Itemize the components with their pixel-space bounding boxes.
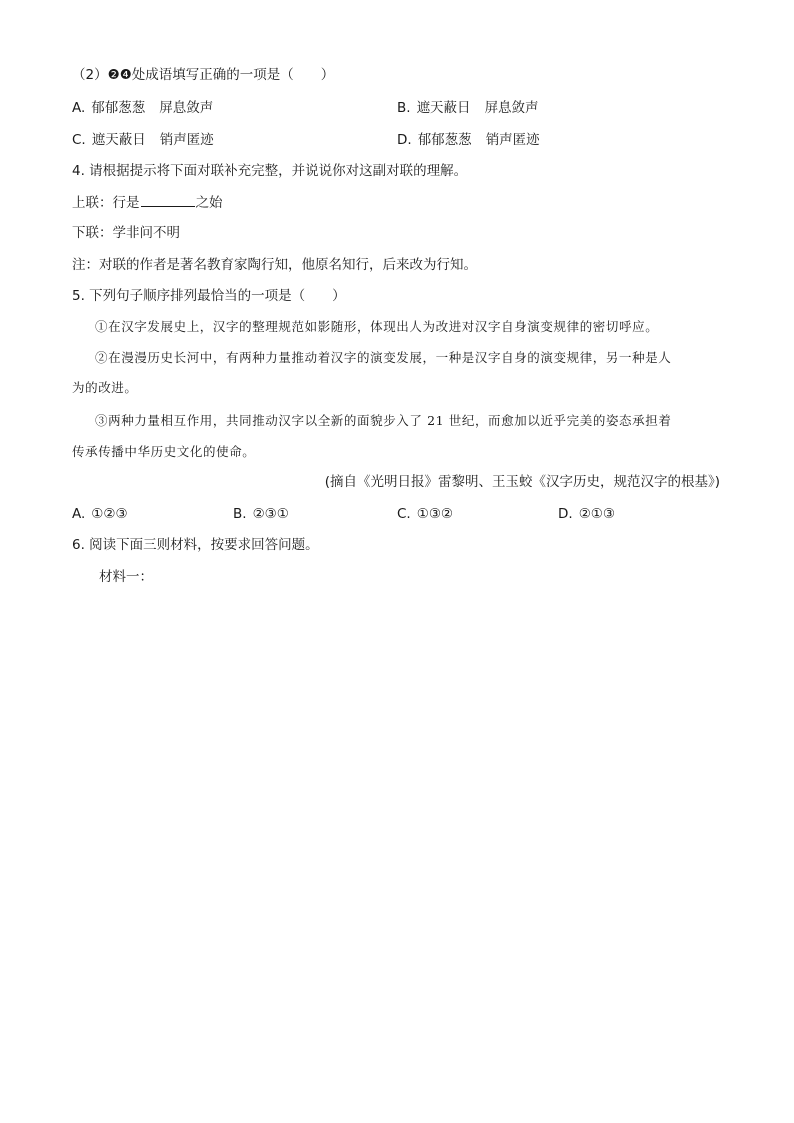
q5-stem: 5. 下列句子顺序排列最恰当的一项是（ ）: [72, 288, 346, 304]
option-text: 销声匿迹: [159, 132, 214, 148]
q5-option-b[interactable]: [233, 505, 289, 523]
option-text: 屏息敛声: [484, 100, 539, 116]
q5-sentence-3-line-2: 传承传播中华历史文化的使命。: [72, 444, 256, 459]
option-key: B.: [397, 100, 411, 116]
option-key: A.: [72, 506, 86, 522]
q3-2-stem: （2）❷❹处成语填写正确的一项是（ ）: [72, 67, 335, 83]
upper-couplet-prefix: 上联：行是: [72, 195, 140, 211]
option-text: ①②③: [91, 506, 128, 522]
option-key: D.: [397, 132, 412, 148]
option-text: ②③①: [252, 506, 289, 522]
q5-option-d[interactable]: [558, 505, 615, 523]
q5-sentence-2-line-2: 为的改进。: [72, 380, 138, 395]
q4-stem: 4. 请根据提示将下面对联补充完整，并说说你对这副对联的理解。: [72, 163, 468, 179]
option-text: ②①③: [578, 506, 615, 522]
option-key: A.: [72, 100, 86, 116]
q5-option-a[interactable]: [72, 505, 128, 523]
q5-sentence-2-line-1: ②在漫漫历史长河中，有两种力量推动着汉字的演变发展，一种是汉字自身的演变规律，另一种是人: [95, 350, 672, 365]
q5-option-c[interactable]: [397, 505, 453, 523]
q6-material-1-label: 材料一：: [99, 569, 153, 585]
option-text: 郁郁葱葱: [417, 132, 472, 148]
option-key: C.: [72, 132, 86, 148]
option-key: B.: [233, 506, 247, 522]
q6-stem: 6. 阅读下面三则材料，按要求回答问题。: [72, 537, 319, 553]
option-text: 销声匿迹: [485, 132, 540, 148]
q3-2-option-d[interactable]: [397, 131, 540, 149]
q3-2-option-c[interactable]: [72, 131, 214, 149]
option-text: 遮天蔽日: [91, 132, 146, 148]
fill-blank[interactable]: [141, 193, 195, 207]
option-text: 遮天蔽日: [416, 100, 471, 116]
q3-2-option-a[interactable]: [72, 99, 213, 117]
q3-2-option-b[interactable]: [397, 99, 539, 117]
option-text: 屏息敛声: [159, 100, 214, 116]
q5-sentence-3-line-1: ③两种力量相互作用，共同推动汉字以全新的面貌步入了 21 世纪，而愈加以近乎完美的姿态承担着: [95, 413, 672, 428]
q4-lower-couplet: 下联：学非问不明: [72, 225, 180, 241]
option-key: C.: [397, 506, 411, 522]
q5-source: (摘自《光明日报》雷黎明、王玉蛟《汉字历史，规范汉字的根基》): [324, 474, 720, 490]
option-text: 郁郁葱葱: [91, 100, 146, 116]
q4-upper-couplet: [72, 193, 223, 212]
q4-note: 注：对联的作者是著名教育家陶行知，他原名知行，后来改为行知。: [72, 257, 477, 273]
upper-couplet-suffix: 之始: [195, 195, 223, 211]
q5-sentence-1: ①在汉字发展史上，汉字的整理规范如影随形，体现出人为改进对汉字自身演变规律的密切呼应。: [95, 319, 659, 334]
option-text: ①③②: [416, 506, 454, 522]
option-key: D.: [558, 506, 573, 522]
